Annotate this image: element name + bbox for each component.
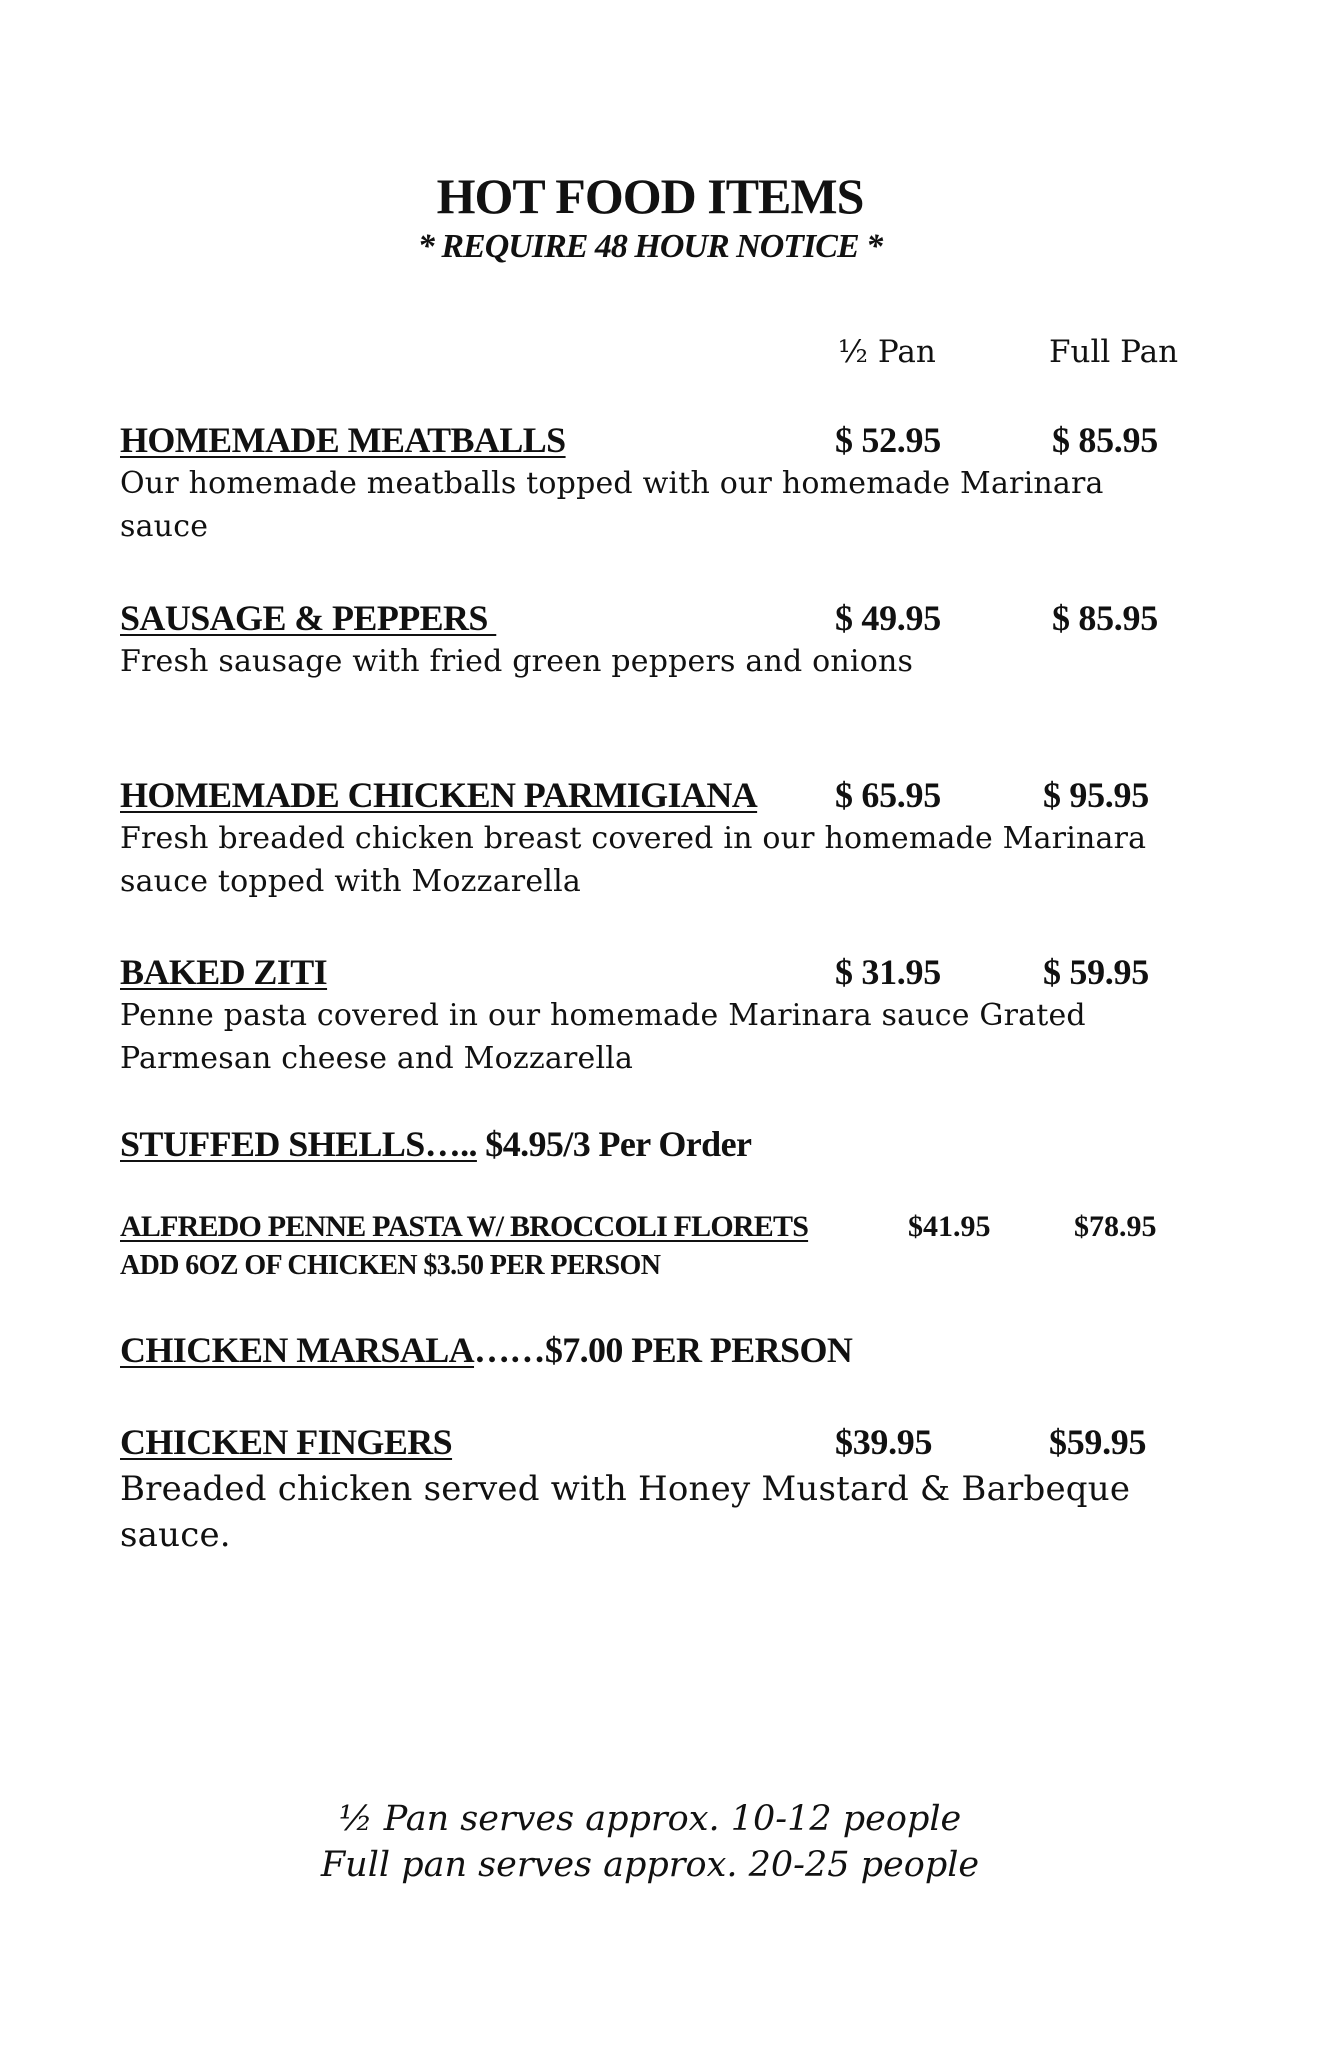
description-line: Fresh breaded chicken breast covered in our homemade Marinara <box>120 821 1147 856</box>
item-full-price-chicken-parmigiana: $ 95.95 <box>1043 775 1149 815</box>
item-chicken-marsala <box>120 1328 852 1372</box>
item-name-chicken-marsala: CHICKEN MARSALA <box>120 1330 475 1370</box>
item-name-baked-ziti: BAKED ZITI <box>120 952 328 992</box>
description-line: Fresh sausage with fried green peppers and onions <box>120 644 914 679</box>
item-name-chicken-parmigiana: HOMEMADE CHICKEN PARMIGIANA <box>120 775 758 815</box>
footer-half-pan-serving: ½ Pan serves approx. 10-12 people <box>338 1799 962 1839</box>
page-title: HOT FOOD ITEMS <box>436 168 864 224</box>
item-name-sausage-peppers: SAUSAGE & PEPPERS <box>120 598 497 638</box>
item-price-stuffed-shells: $4.95/3 Per Order <box>476 1124 752 1164</box>
item-full-price-meatballs: $ 85.95 <box>1052 420 1158 460</box>
item-name-meatballs: HOMEMADE MEATBALLS <box>120 420 566 460</box>
item-description-sausage-peppers <box>120 640 1200 683</box>
item-full-price-chicken-fingers: $59.95 <box>1049 1422 1147 1462</box>
item-name-stuffed-shells: STUFFED SHELLS….. <box>120 1124 477 1164</box>
item-half-price-sausage-peppers: $ 49.95 <box>835 598 941 638</box>
item-description-meatballs <box>120 462 1200 548</box>
description-line: sauce <box>120 509 209 544</box>
item-description-chicken-parmigiana <box>120 817 1200 903</box>
description-line: Parmesan cheese and Mozzarella <box>120 1041 634 1076</box>
item-half-price-chicken-fingers: $39.95 <box>835 1422 933 1462</box>
item-description-chicken-fingers <box>120 1466 1200 1558</box>
description-line: Our homemade meatballs topped with our homemade Marinara <box>120 466 1104 501</box>
item-half-price-baked-ziti: $ 31.95 <box>835 952 941 992</box>
item-half-price-alfredo: $41.95 <box>908 1210 991 1243</box>
item-half-price-meatballs: $ 52.95 <box>835 420 941 460</box>
item-name-alfredo: ALFREDO PENNE PASTA W/ BROCCOLI FLORETS <box>120 1210 809 1243</box>
item-half-price-chicken-parmigiana: $ 65.95 <box>835 775 941 815</box>
column-header-half-pan: ½ Pan <box>838 334 936 370</box>
description-line: Breaded chicken served with Honey Mustard & Barbeque <box>120 1469 1131 1509</box>
notice-subtitle: * REQUIRE 48 HOUR NOTICE * <box>417 228 883 265</box>
item-price-chicken-marsala: ……$7.00 PER PERSON <box>474 1330 853 1370</box>
column-header-full-pan: Full Pan <box>1049 334 1179 370</box>
item-description-baked-ziti <box>120 994 1200 1080</box>
footer-full-pan-serving: Full pan serves approx. 20-25 people <box>320 1845 980 1885</box>
description-line: sauce topped with Mozzarella <box>120 864 581 899</box>
item-full-price-sausage-peppers: $ 85.95 <box>1052 598 1158 638</box>
item-stuffed-shells <box>120 1122 751 1166</box>
description-line: sauce. <box>120 1515 231 1555</box>
item-name-chicken-fingers: CHICKEN FINGERS <box>120 1422 453 1462</box>
item-note-alfredo: ADD 6OZ OF CHICKEN $3.50 PER PERSON <box>120 1250 661 1281</box>
item-full-price-baked-ziti: $ 59.95 <box>1043 952 1149 992</box>
item-full-price-alfredo: $78.95 <box>1074 1210 1157 1243</box>
description-line: Penne pasta covered in our homemade Marinara sauce Grated <box>120 998 1086 1033</box>
